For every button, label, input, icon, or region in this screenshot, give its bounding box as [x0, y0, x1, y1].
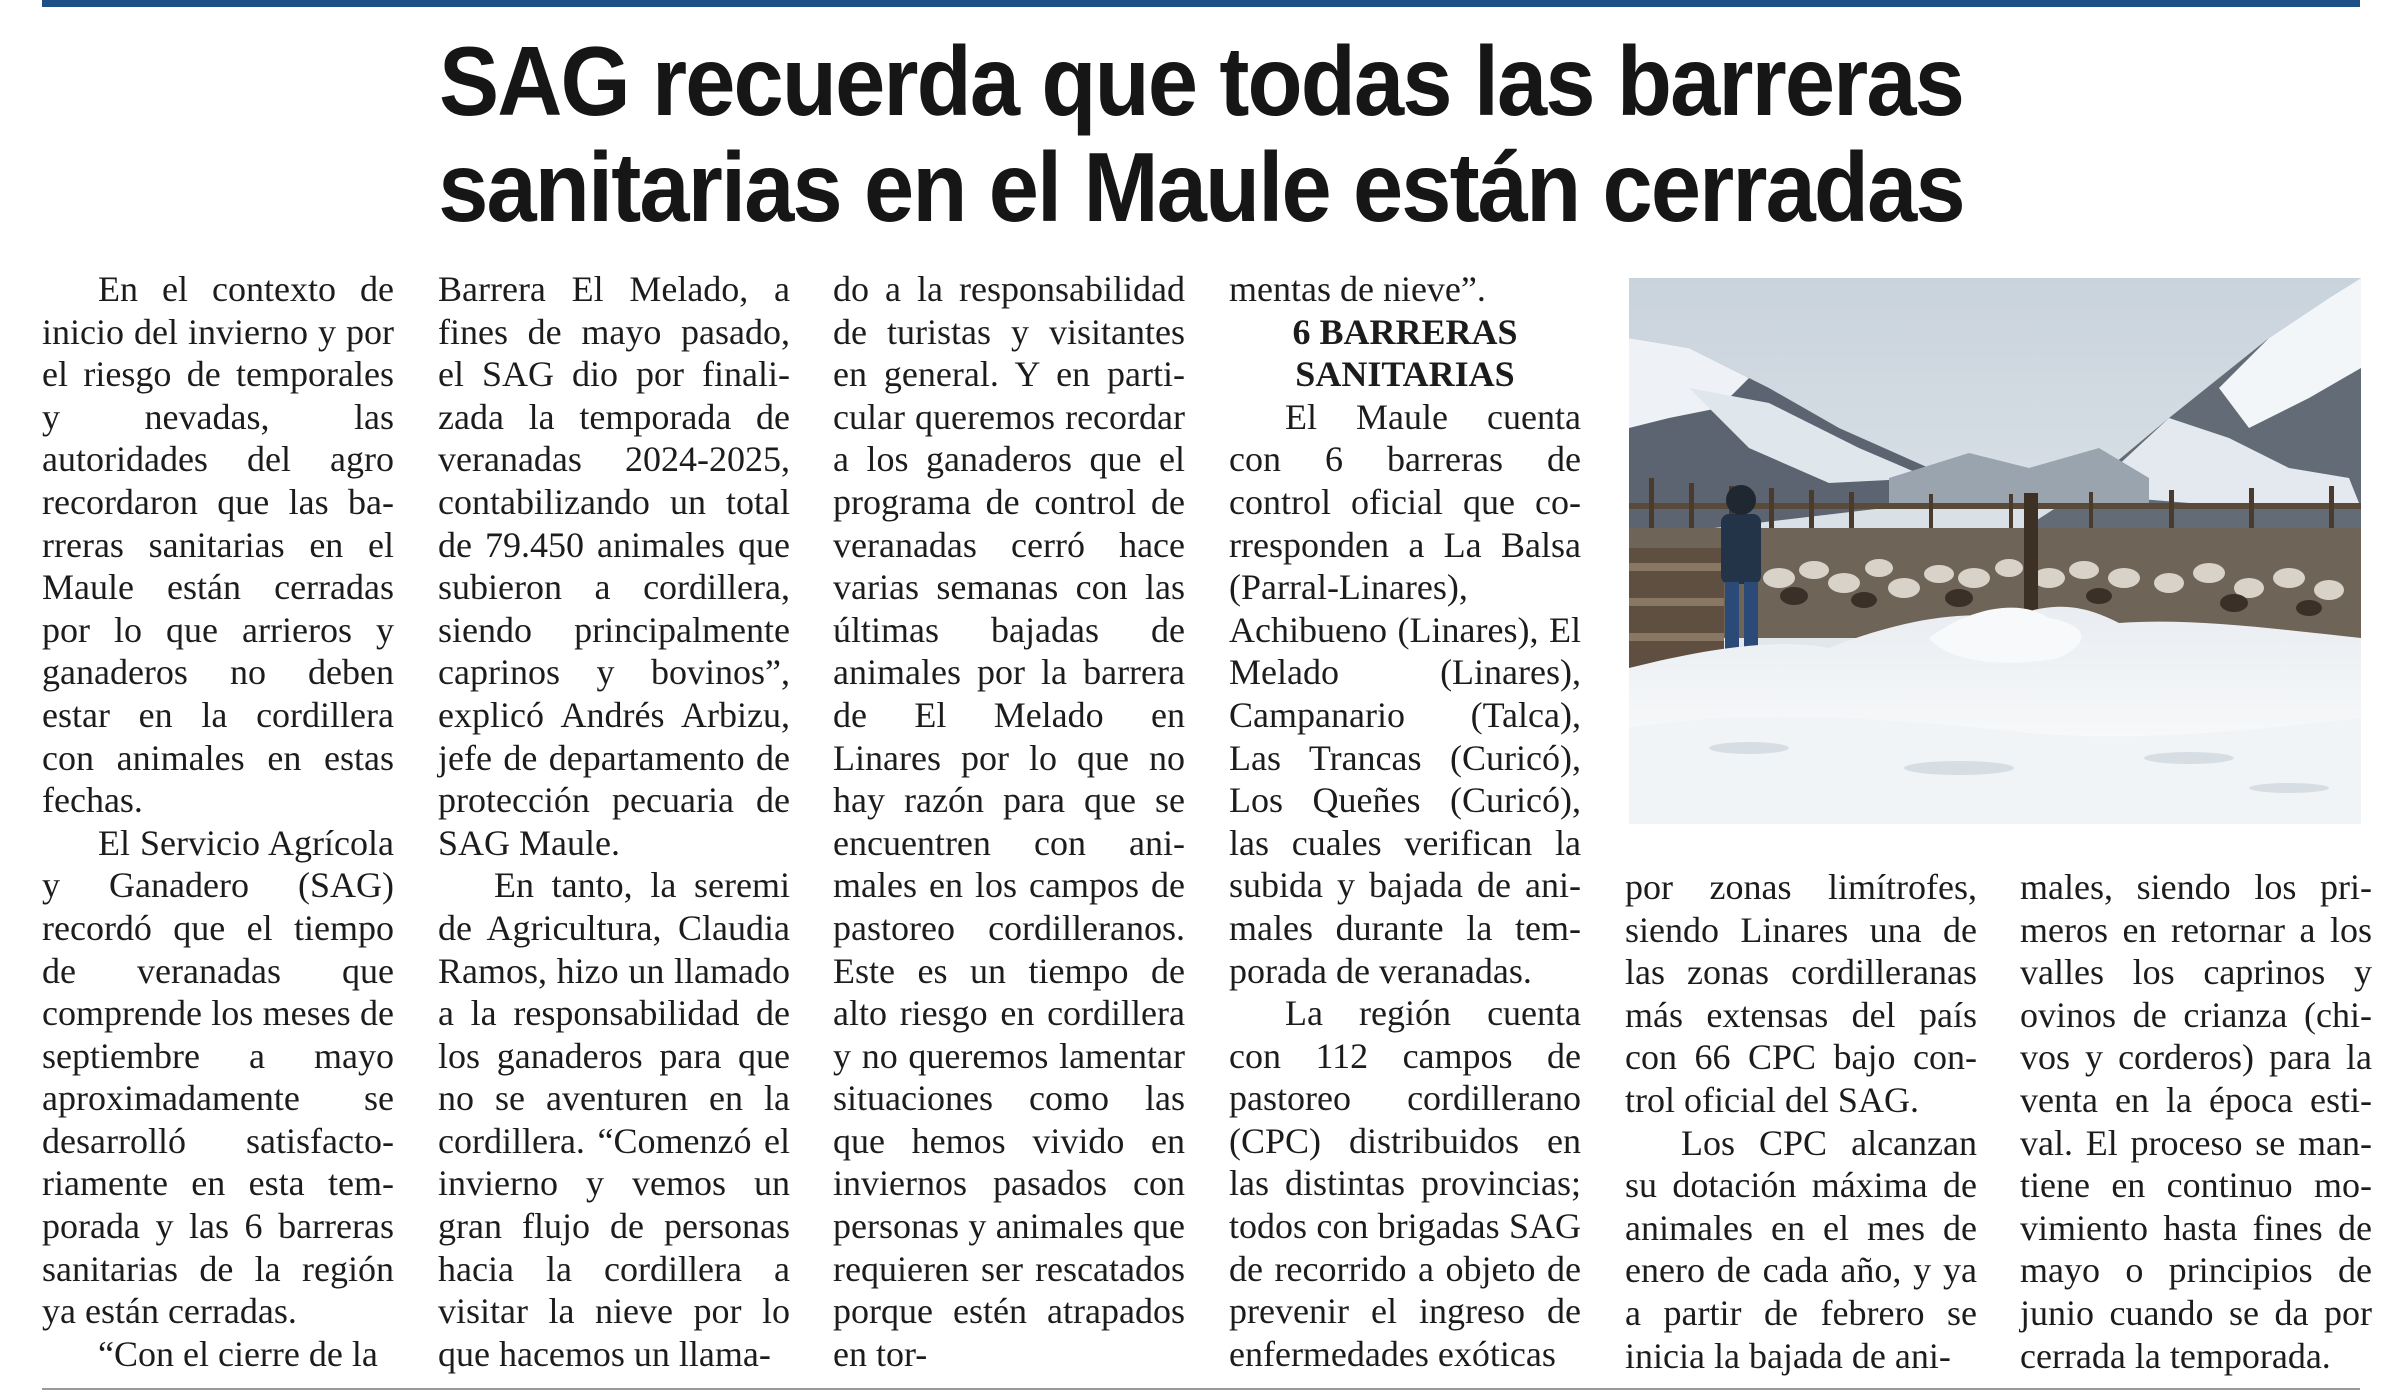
subheading: 6 BARRERAS SANITARIAS	[1292, 311, 1518, 395]
headline	[96, 28, 2306, 240]
paragraph: En el contexto de inicio del invierno y por el riesgo de temporales y nevadas, las autoridades del agro recordaron que las barreras sanitarias en el Maule están cerradas por lo que arrieros y ganaderos no deben estar en la cordillera con animales en estas fechas.	[42, 269, 394, 821]
paragraph: por zonas limítrofes, siendo Linares una de las zonas cordilleranas más extensas del país con 66 CPC bajo control oficial del SAG.	[1625, 867, 1977, 1120]
article-photo	[1629, 278, 2361, 824]
paragraph: El Maule cuenta con 6 barreras de control oficial que corresponden a La Balsa (Parral-Linares), Achibueno (Linares), El Melado (Linares), Campanario (Talca), Las Trancas (Curicó), Los Queñes (Curicó), las cuales verifican la subida y bajada de animales durante la temporada de veranadas.	[1229, 396, 1581, 991]
article-column-2	[438, 268, 790, 1375]
article-column-6	[2020, 866, 2372, 1377]
paragraph: Los CPC alcanzan su dotación máxima de animales en el mes de enero de cada año, y ya a partir de febrero se inicia la bajada de ani-	[1625, 1122, 1977, 1376]
paragraph: males, siendo los primeros en retornar a los valles los caprinos y ovinos de crianza (chivos y corderos) para la venta en la época estival. El proceso se mantiene en continuo movimiento hasta fines de mayo o principios de junio cuando se da por cerrada la temporada.	[2020, 867, 2372, 1376]
article-column-3	[833, 268, 1185, 1375]
paragraph: “Con el cierre de la	[98, 1333, 378, 1374]
paragraph: mentas de nieve”.	[1229, 269, 1486, 309]
bottom-rule	[42, 1388, 2360, 1390]
top-rule	[42, 0, 2360, 7]
paragraph: Barrera El Melado, a fines de mayo pasado, el SAG dio por finalizada la temporada de veranadas 2024-2025, contabilizando un total de 79.450 animales que subieron a cordillera, siendo principalmente caprinos y bovinos”, explicó Andrés Arbizu, jefe de departamento de protección pecuaria de SAG Maule.	[438, 269, 790, 863]
snowy-corral-image	[1629, 278, 2361, 824]
paragraph: do a la responsabilidad de turistas y visitantes en general. Y en particular queremos recordar a los ganaderos que el programa de control de veranadas cerró hace varias semanas con las últimas bajadas de animales por la barrera de El Melado en Linares por lo que no hay razón para que se encuentren con animales en los campos de pastoreo cordilleranos. Este es un tiempo de alto riesgo en cordillera y no queremos lamentar situaciones como las que hemos vivido en inviernos pasados con personas y animales que requieren ser rescatados porque estén atrapados en tor-	[833, 269, 1185, 1374]
headline-line-1: SAG recuerda que todas las barreras	[438, 26, 1964, 136]
article-column-1	[42, 268, 394, 1375]
paragraph: La región cuenta con 112 campos de pastoreo cordillerano (CPC) distribuidos en las distintas provincias; todos con brigadas SAG de recorrido a objeto de prevenir el ingreso de enfermedades exóticas	[1229, 993, 1581, 1374]
paragraph: En tanto, la seremi de Agricultura, Claudia Ramos, hizo un llamado a la responsabilidad de los ganaderos para que no se aventuren en la cordillera. “Comenzó el invierno y vemos un gran flujo de personas hacia la cordillera a visitar la nieve por lo que hacemos un llama-	[438, 865, 790, 1374]
headline-line-2: sanitarias en el Maule están cerradas	[438, 132, 1964, 242]
article-column-4	[1229, 268, 1581, 1375]
article-column-5	[1625, 866, 1977, 1377]
paragraph: El Servicio Agrícola y Ganadero (SAG) recordó que el tiempo de veranadas que comprende los meses de septiembre a mayo aproximadamente se desarrolló satisfactoriamente en esta temporada y las 6 barreras sanitarias de la región ya están cerradas.	[42, 822, 394, 1332]
